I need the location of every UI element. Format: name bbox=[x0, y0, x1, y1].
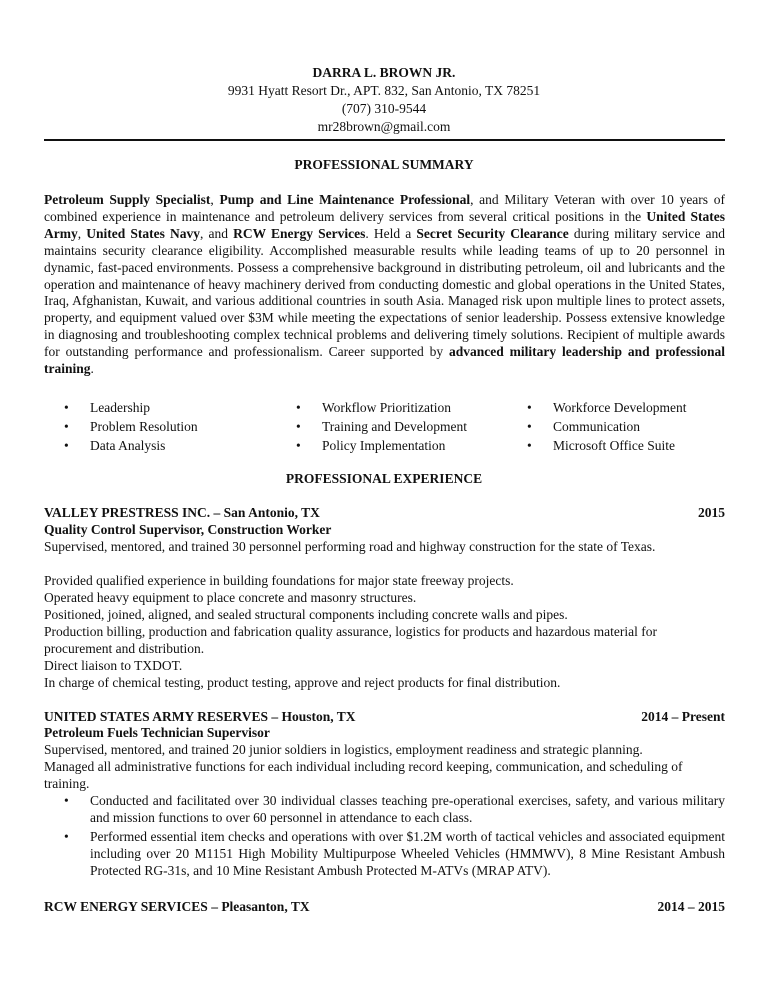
header-divider bbox=[44, 139, 725, 141]
summary-text-1: , and Military Veteran with over 10 years of combined experience in maintenance and petroleum delivery services from several critical positions in the bbox=[44, 192, 725, 224]
job-1-header bbox=[44, 504, 725, 521]
job-2-header bbox=[44, 708, 725, 725]
job-3-dates: 2014 – 2015 bbox=[657, 899, 725, 914]
summary-training: advanced military leadership and professional training bbox=[44, 344, 725, 377]
summary-org-3: RCW Energy Services bbox=[233, 225, 366, 241]
summary-org-1: United States Army bbox=[44, 208, 725, 241]
description-line: procurement and distribution. bbox=[44, 641, 205, 656]
summary-heading: PROFESSIONAL SUMMARY bbox=[294, 157, 474, 172]
description-line: Supervised, mentored, and trained 30 personnel performing road and highway construction for the state of Texas. bbox=[44, 539, 656, 554]
skill-item: • Training and Development bbox=[296, 419, 467, 434]
description-line: training. bbox=[44, 776, 90, 791]
skill-item: • Leadership bbox=[64, 400, 150, 415]
description-line: Provided qualified experience in building foundations for major state freeway projects. bbox=[44, 573, 514, 588]
summary-text-4: . bbox=[90, 361, 94, 377]
summary-sep-3: , and bbox=[200, 225, 234, 241]
bullet-icon: • bbox=[64, 400, 69, 415]
experience-heading: PROFESSIONAL EXPERIENCE bbox=[285, 471, 483, 486]
skill-item: • Workflow Prioritization bbox=[296, 400, 452, 415]
bullet-icon: • bbox=[64, 793, 69, 808]
summary-role-2: Pump and Line Maintenance Professional bbox=[219, 192, 471, 207]
skill-item: • Problem Resolution bbox=[64, 419, 198, 434]
description-spacer bbox=[44, 555, 725, 572]
skill-item: • Workforce Development bbox=[527, 400, 687, 415]
job-2-dates: 2014 – Present bbox=[641, 709, 725, 724]
skills-column-2 bbox=[296, 398, 467, 455]
description-line: Managed all administrative functions for each individual including record keeping, communication, and scheduling of bbox=[44, 759, 683, 774]
skill-item: • Communication bbox=[527, 419, 640, 434]
job-3-header bbox=[44, 898, 725, 915]
summary-clearance: Secret Security Clearance bbox=[416, 225, 569, 241]
bullet-icon: • bbox=[296, 438, 301, 453]
bullet-icon: • bbox=[64, 829, 69, 844]
job-1-company: VALLEY PRESTRESS INC. – San Antonio, TX bbox=[44, 505, 320, 520]
bullet-icon: • bbox=[296, 419, 301, 434]
skill-item: • Microsoft Office Suite bbox=[527, 438, 675, 453]
list-item: • Conducted and facilitated over 30 individual classes teaching pre-operational exercises, safety, and various military and mission functions to over 60 personnel in attendance to each class. bbox=[64, 793, 725, 825]
bullet-icon: • bbox=[64, 438, 69, 453]
summary-sep-2: , bbox=[77, 225, 87, 241]
summary-text-2: . Held a bbox=[365, 225, 417, 241]
description-line: Direct liaison to TXDOT. bbox=[44, 658, 183, 673]
list-item: • Performed essential item checks and operations with over $1.2M worth of tactical vehicles and associated equipment including over 20 M1151 High Mobility Multipurpose Wheeled Vehicles (HMMWV), 8 Mine Resistant Ambush Protected RG-31s, and 10 Mine Resistant Ambush Protected M-ATVs (MRAP ATV). bbox=[64, 829, 725, 878]
bullet-icon: • bbox=[527, 419, 532, 434]
job-1-title: Quality Control Supervisor, Construction Worker bbox=[44, 522, 332, 537]
skill-item: • Policy Implementation bbox=[296, 438, 446, 453]
summary-paragraph bbox=[44, 192, 725, 378]
description-line: Positioned, joined, aligned, and sealed structural components including concrete walls and pipes. bbox=[44, 607, 568, 622]
bullet-icon: • bbox=[527, 400, 532, 415]
description-line: In charge of chemical testing, product testing, approve and reject products for final distribution. bbox=[44, 675, 561, 690]
email[interactable]: mr28brown@gmail.com bbox=[317, 119, 451, 134]
bullet-icon: • bbox=[296, 400, 301, 415]
summary-sep-1: , bbox=[210, 192, 220, 207]
applicant-name: DARRA L. BROWN JR. bbox=[312, 65, 456, 80]
job-1-description bbox=[44, 538, 725, 691]
contact-header bbox=[0, 64, 768, 136]
skills-column-1 bbox=[64, 398, 198, 455]
job-1-dates: 2015 bbox=[698, 505, 725, 520]
job-2-company: UNITED STATES ARMY RESERVES – Houston, TX bbox=[44, 709, 356, 724]
description-line: Supervised, mentored, and trained 20 junior soldiers in logistics, employment readiness and strategic planning. bbox=[44, 742, 643, 757]
job-2-bullets bbox=[64, 792, 725, 881]
skills-column-3 bbox=[527, 398, 686, 455]
description-line: Operated heavy equipment to place concrete and masonry structures. bbox=[44, 590, 417, 605]
address: 9931 Hyatt Resort Dr., APT. 832, San Antonio, TX 78251 bbox=[227, 83, 541, 98]
summary-text-3: during military service and maintains security clearance eligibility. Accomplished measurable results while leading teams of up to 20 personnel in dynamic, fast-paced environments. Possess a comprehensive background in distributing petroleum, oil and lubricants and the operation and maintenance of heavy machinery derived from conducting domestic and global operations in the United States, Iraq, Afghanistan, Kuwait, and various additional countries in south Asia. Managed risk upon multiple lines to protect assets, property, and equipment valued over $3M while meeting the expectations of senior leadership. Possess extensive knowledge in diagnosing and troubleshooting complex technical problems and delivering timely solutions. Recipient of multiple awards for outstanding performance and professionalism. Career supported by bbox=[44, 225, 725, 360]
job-2-title: Petroleum Fuels Technician Supervisor bbox=[44, 725, 270, 740]
bullet-icon: • bbox=[527, 438, 532, 453]
bullet-icon: • bbox=[64, 419, 69, 434]
summary-role-1: Petroleum Supply Specialist bbox=[44, 192, 211, 207]
skill-item: • Data Analysis bbox=[64, 438, 166, 453]
job-3-company: RCW ENERGY SERVICES – Pleasanton, TX bbox=[44, 899, 310, 914]
summary-org-2: United States Navy bbox=[86, 225, 200, 241]
description-line: Production billing, production and fabrication quality assurance, logistics for products and hazardous material for bbox=[44, 624, 657, 639]
phone: (707) 310-9544 bbox=[341, 101, 427, 116]
job-2-description bbox=[44, 741, 725, 792]
